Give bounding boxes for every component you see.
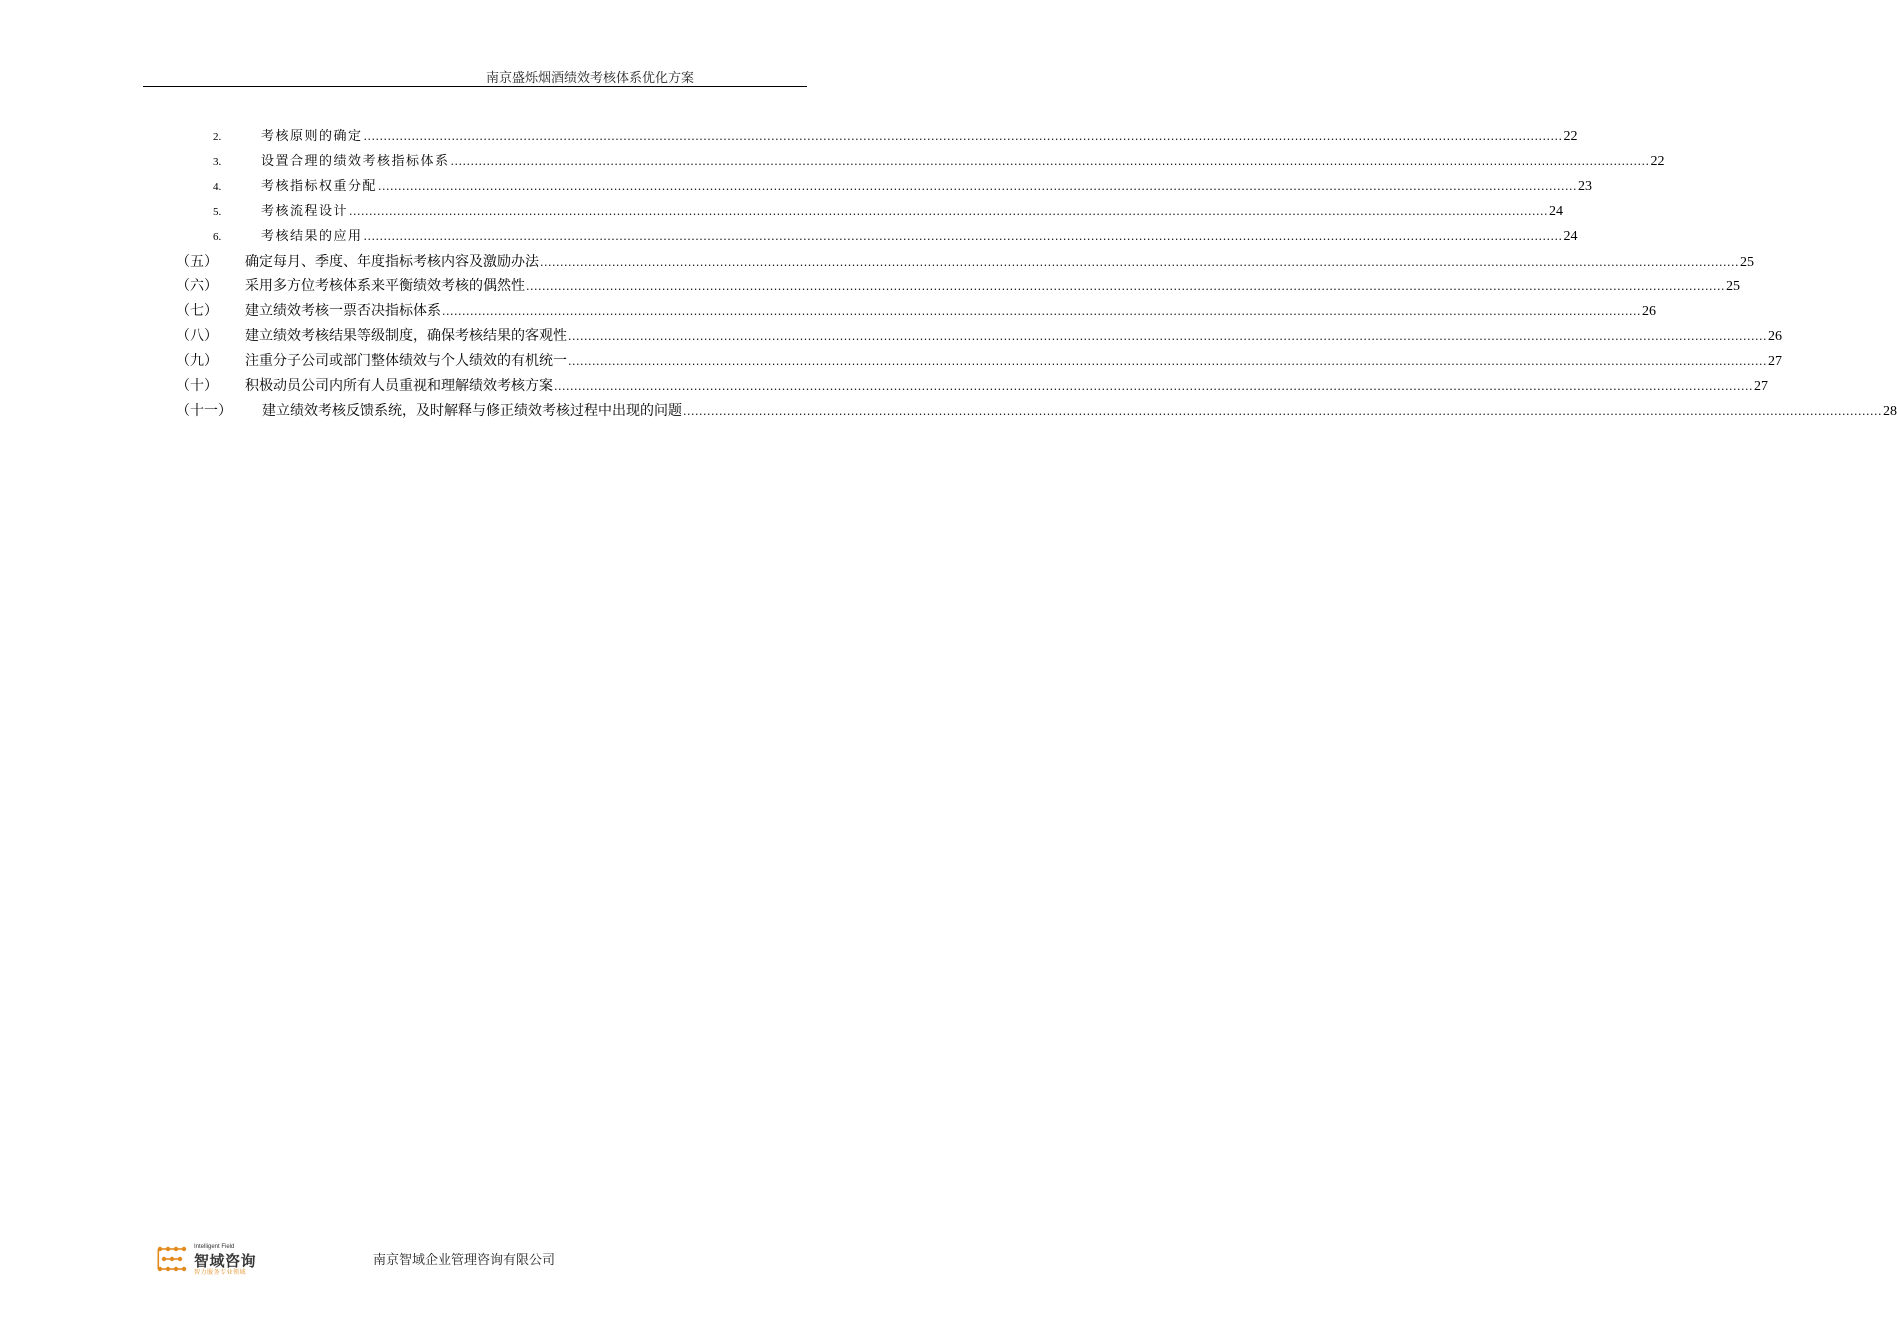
intelligent-field-logo-icon: [156, 1246, 190, 1272]
toc-entry[interactable]: [0, 125, 1578, 149]
toc-entry-number: （五）: [176, 253, 218, 270]
toc-entry-number: 6.: [213, 230, 222, 243]
toc-entry[interactable]: [0, 349, 1782, 373]
toc-entry[interactable]: [0, 299, 1656, 323]
page-header-title: 南京盛烁烟酒绩效考核体系优化方案: [485, 71, 694, 86]
toc-dot-leader: ............................................................................................................................................................................................................................................................................................................: [683, 404, 1882, 418]
toc-entry-page-number: 27: [1753, 379, 1768, 394]
toc-entry-page-number: 25: [1739, 254, 1754, 270]
toc-entry[interactable]: [0, 225, 1578, 249]
toc-entry-number: 3.: [213, 155, 222, 168]
footer-logo: [156, 1244, 268, 1274]
toc-entry-page-number: 24: [1563, 228, 1578, 244]
toc-dot-leader: ............................................................................................................................................................................................................................................................................................................: [349, 204, 1548, 218]
toc-entry[interactable]: [0, 150, 1665, 174]
toc-dot-leader: ............................................................................................................................................................................................................................................................................................................: [568, 355, 1767, 369]
logo-chinese-name: 智域咨询: [194, 1252, 257, 1270]
toc-entry-number: （九）: [176, 353, 218, 370]
toc-entry-title: 确定每月、季度、年度指标考核内容及激励办法: [245, 253, 539, 270]
toc-entry-title: 积极动员公司内所有人员重视和理解绩效考核方案: [245, 378, 553, 394]
toc-entry-number: 4.: [213, 180, 222, 193]
toc-entry-page-number: 28: [1882, 403, 1897, 419]
header-rule: [143, 86, 807, 87]
toc-entry-title: 考核流程设计: [261, 203, 349, 219]
toc-entry-number: （八）: [176, 328, 218, 345]
toc-dot-leader: ............................................................................................................................................................................................................................................................................................................: [568, 330, 1767, 344]
toc-entry-title: 考核指标权重分配: [261, 178, 378, 194]
toc-entry[interactable]: [0, 250, 1754, 274]
toc-entry[interactable]: [0, 324, 1782, 348]
logo-english-name: Intelligent Field: [194, 1244, 235, 1250]
toc-entry[interactable]: [0, 399, 1897, 423]
toc-dot-leader: ............................................................................................................................................................................................................................................................................................................: [554, 380, 1753, 393]
toc-entry-title: 考核原则的确定: [261, 129, 363, 144]
toc-entry-number: （七）: [176, 303, 218, 320]
toc-entry-number: （十）: [176, 378, 218, 394]
toc-dot-leader: ............................................................................................................................................................................................................................................................................................................: [540, 255, 1739, 269]
toc-entry-page-number: 23: [1578, 178, 1592, 194]
toc-dot-leader: ............................................................................................................................................................................................................................................................................................................: [363, 229, 1563, 243]
toc-entry-title: 设置合理的绩效考核指标体系: [261, 153, 450, 169]
toc-dot-leader: ............................................................................................................................................................................................................................................................................................................: [526, 280, 1725, 294]
toc-entry-page-number: 24: [1549, 203, 1563, 219]
toc-entry-page-number: 26: [1767, 329, 1782, 345]
toc-entry-title: 注重分子公司或部门整体绩效与个人绩效的有机统一: [245, 353, 567, 370]
toc-entry-title: 建立绩效考核结果等级制度，确保考核结果的客观性: [245, 328, 567, 345]
toc-entry-number: 5.: [213, 205, 222, 218]
toc-entry-number: 2.: [213, 131, 222, 143]
toc-entry-page-number: 22: [1650, 153, 1665, 169]
logo-slogan: 智力服务专业领域: [194, 1269, 247, 1276]
toc-dot-leader: ............................................................................................................................................................................................................................................................................................................: [363, 130, 1563, 143]
toc-entry-title: 建立绩效考核一票否决指标体系: [245, 303, 441, 320]
toc-entry-title: 建立绩效考核反馈系统，及时解释与修正绩效考核过程中出现的问题: [262, 402, 682, 419]
toc-entry-number: （六）: [176, 278, 218, 295]
toc-entry[interactable]: [0, 175, 1592, 199]
toc-entry[interactable]: [0, 274, 1740, 298]
toc-entry-page-number: 25: [1725, 279, 1740, 295]
toc-entry-page-number: 27: [1767, 354, 1782, 370]
toc-entry[interactable]: [0, 200, 1563, 224]
toc-entry-number: （十一）: [176, 402, 232, 419]
toc-entry-title: 考核结果的应用: [261, 228, 363, 244]
toc-dot-leader: ............................................................................................................................................................................................................................................................................................................: [450, 154, 1650, 168]
toc-entry-title: 采用多方位考核体系来平衡绩效考核的偶然性: [245, 278, 525, 295]
toc-entry[interactable]: [0, 374, 1768, 398]
toc-dot-leader: ............................................................................................................................................................................................................................................................................................................: [378, 179, 1577, 193]
toc-entry-page-number: 22: [1563, 129, 1578, 144]
toc-entry-page-number: 26: [1641, 304, 1656, 320]
toc-dot-leader: ............................................................................................................................................................................................................................................................................................................: [442, 305, 1641, 319]
footer-company-name: 南京智域企业管理咨询有限公司: [373, 1253, 556, 1268]
